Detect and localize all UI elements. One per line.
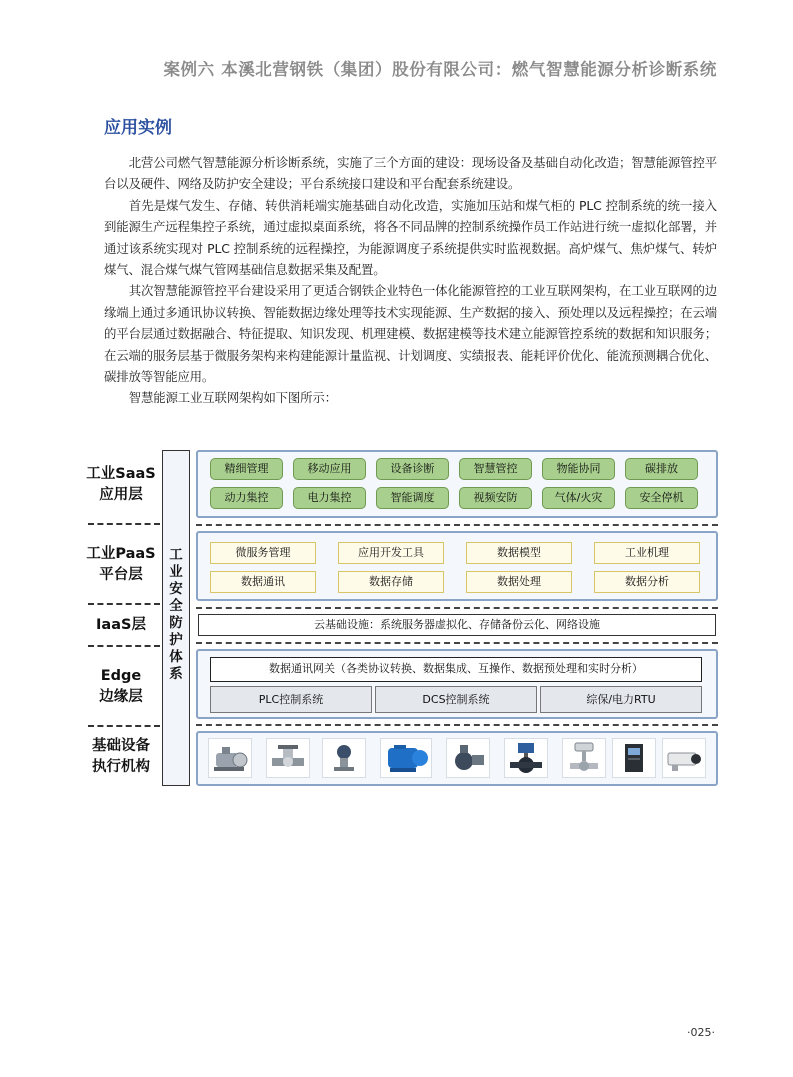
- data-gateway: 数据通讯网关（各类协议转换、数据集成、互操作、数据预处理和实时分析）: [210, 657, 702, 682]
- paas-module: 数据模型: [466, 542, 572, 564]
- paas-module: 微服务管理: [210, 542, 316, 564]
- layer-label-iaas: IaaS层: [96, 617, 146, 633]
- security-char: 护: [169, 632, 183, 648]
- security-char: 全: [169, 598, 183, 614]
- saas-module: 气体/火灾: [542, 487, 615, 509]
- saas-module: 动力集控: [210, 487, 283, 509]
- architecture-diagram: [82, 448, 722, 786]
- saas-module: 电力集控: [293, 487, 366, 509]
- transmitter-device-icon: [322, 738, 366, 778]
- iaas-cloud-infrastructure: 云基础设施：系统服务器虚拟化、存储备份云化、网络设施: [198, 614, 716, 636]
- saas-module: 安全停机: [625, 487, 698, 509]
- panel-divider: [196, 607, 718, 609]
- saas-module: 智慧管控: [459, 458, 532, 480]
- paas-module: 应用开发工具: [338, 542, 444, 564]
- page-number: ·025·: [687, 1026, 715, 1039]
- panel-divider: [196, 524, 718, 526]
- saas-module: 移动应用: [293, 458, 366, 480]
- security-char: 工: [169, 547, 183, 563]
- edge-module-dcs: DCS控制系统: [375, 686, 537, 713]
- layer-label-edge: Edge 边缘层: [99, 668, 143, 705]
- paas-module: 数据分析: [594, 571, 700, 593]
- paas-module: 工业机理: [594, 542, 700, 564]
- layer-label-base: 基础设备 执行机构: [92, 738, 150, 775]
- valve-device-icon: [266, 738, 310, 778]
- layer-divider: [88, 523, 160, 525]
- layer-divider: [88, 725, 160, 727]
- page-header-title: 案例六 本溪北营钢铁（集团）股份有限公司：燃气智慧能源分析诊断系统: [163, 60, 717, 79]
- actuator-device-icon: [446, 738, 490, 778]
- edge-module-plc: PLC控制系统: [210, 686, 372, 713]
- inverter-device-icon: [612, 738, 656, 778]
- ball-valve-device-icon: [504, 738, 548, 778]
- panel-divider: [196, 642, 718, 644]
- saas-module: 设备诊断: [376, 458, 449, 480]
- body-text: [104, 152, 717, 409]
- saas-module: 智能调度: [376, 487, 449, 509]
- security-char: 系: [169, 666, 183, 682]
- saas-module: 碳排放: [625, 458, 698, 480]
- paas-module: 数据存储: [338, 571, 444, 593]
- layer-divider: [88, 603, 160, 605]
- edge-module-rtu: 综保/电力RTU: [540, 686, 702, 713]
- security-system-column: [162, 450, 190, 786]
- paragraph: 智慧能源工业互联网架构如下图所示：: [128, 390, 337, 406]
- panel-divider: [196, 724, 718, 726]
- pump-device-icon: [208, 738, 252, 778]
- section-title: 应用实例: [104, 118, 172, 138]
- motor-device-icon: [380, 738, 432, 778]
- camera-device-icon: [662, 738, 706, 778]
- security-char: 体: [169, 649, 183, 665]
- saas-module: 物能协同: [542, 458, 615, 480]
- control-valve-device-icon: [562, 738, 606, 778]
- security-char: 安: [169, 581, 183, 597]
- layer-divider: [88, 645, 160, 647]
- paas-module: 数据通讯: [210, 571, 316, 593]
- security-char: 业: [169, 564, 183, 580]
- security-char: 防: [169, 615, 183, 631]
- saas-module: 视频安防: [459, 487, 532, 509]
- saas-module: 精细管理: [210, 458, 283, 480]
- layer-label-saas: 工业SaaS 应用层: [86, 466, 156, 503]
- paragraph: 首先是煤气发生、存储、转供消耗端实施基础自动化改造，实施加压站和煤气柜的 PLC 控制系统的统一接入到能源生产远程集控子系统，通过虚拟桌面系统，将各不同品牌的控制系统操作员工作站进行统一虚拟化部署，并通过该系统实现对 PLC 控制系统的远程操控，为能源调度子系统提供实时监视数据。高炉煤气、焦炉煤气、转炉煤气、混合煤气煤气管网基础信息数据采集及配置。: [104, 197, 717, 278]
- paragraph: 北营公司燃气智慧能源分析诊断系统，实施了三个方面的建设：现场设备及基础自动化改造；智慧能源管控平台以及硬件、网络及防护安全建设；平台系统接口建设和平台配套系统建设。: [104, 155, 717, 192]
- layer-label-paas: 工业PaaS 平台层: [86, 546, 156, 583]
- paas-module: 数据处理: [466, 571, 572, 593]
- paragraph: 其次智慧能源管控平台建设采用了更适合钢铁企业特色一体化能源管控的工业互联网架构，在工业互联网的边缘端上通过多通讯协议转换、智能数据边缘处理等技术实现能源、生产数据的接入、预处理以及远程操控；在云端的平台层通过数据融合、特征提取、知识发现、机理建模、数据建模等技术建立能源管控系统的数据和知识服务；在云端的服务层基于微服务架构来构建能源计量监视、计划调度、实绩报表、能耗评价优化、能流预测耦合优化、碳排放等智能应用。: [104, 283, 717, 385]
